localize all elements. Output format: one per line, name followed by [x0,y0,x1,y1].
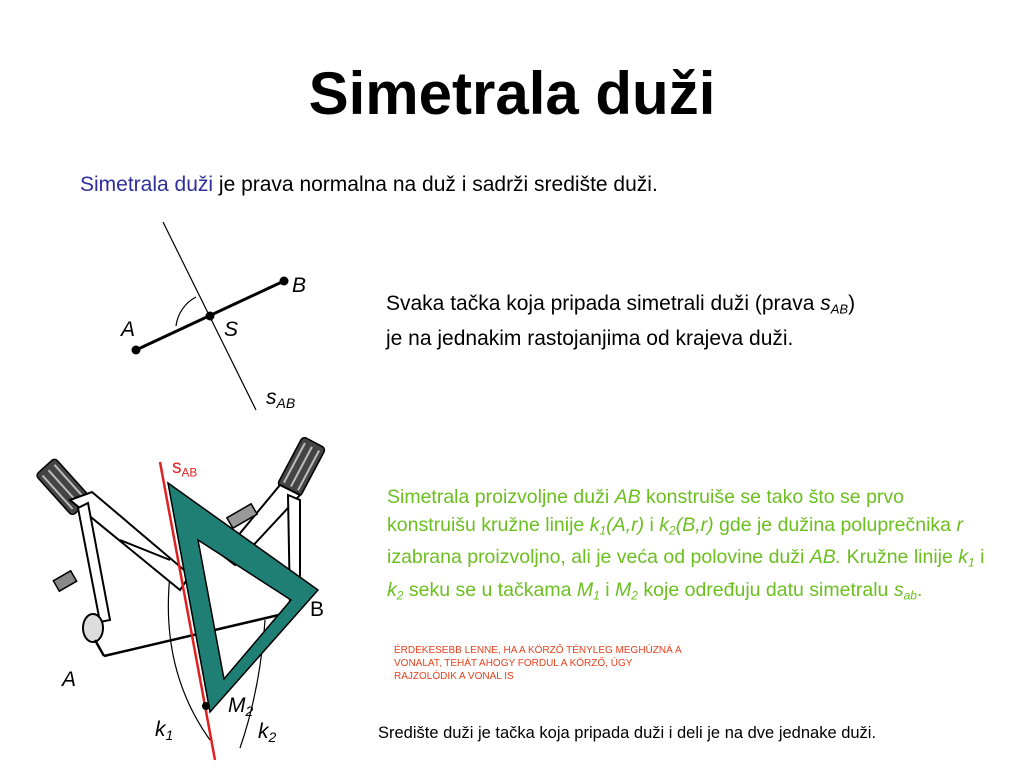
label-a-bottom: A [62,668,77,691]
note-text: ÉRDEKESEBB LENNE, HA A KÖRZŐ TÉNYLEG MEGHÚZNÁ A VONALAT, TEHÁT AHOGY FORDUL A KÖRZŐ, ÚGY RAJZOLÓDIK A VONAL IS [394,645,682,682]
label-s-top: S [224,318,239,341]
label-b-top: B [292,274,307,297]
label-m2-bottom: $M_2$ [228,694,254,719]
definition-rest: je prava normalna na duž i sadrži središte duži. [213,173,658,196]
definition-term: Simetrala duži [80,173,214,196]
property-line-2: je na jednakim rastojanjima od krajeva duži. [386,326,794,350]
label-b-bottom: B [310,598,325,621]
label-k2: $k_2$ [258,720,277,745]
label-a-top: A [121,318,136,341]
label-sab-top: $s_{AB}$ [266,386,296,411]
slide-title: Simetrala duži [308,60,716,127]
construction-text: Simetrala proizvoljne duži AB konstruiše se tako što se prvo konstruišu kružne linije $k_1(A,r)$ i $k_2(B,r)$ gde je dužina poluprečnika r izabrana proizvoljno, ali je veća od polovine duži AB. Kružne linije $k_1$ i $k_2$ seku se u tačkama $M_1$ i $M_2$ koje određuju datu simetralu $s_{ab}$. [387,486,985,603]
midpoint-definition: Središte duži je tačka koja pripada duži i deli je na dve jednake duži. [378,724,877,742]
label-sab-bottom: $s_{AB}$ [172,457,198,480]
compass-left-icon [35,458,190,656]
property-line-1: Svaka tačka koja pripada simetrali duži (prava $s_{AB}$) [386,292,856,317]
point-m2 [202,702,210,710]
label-k1: $k_1$ [155,718,174,743]
